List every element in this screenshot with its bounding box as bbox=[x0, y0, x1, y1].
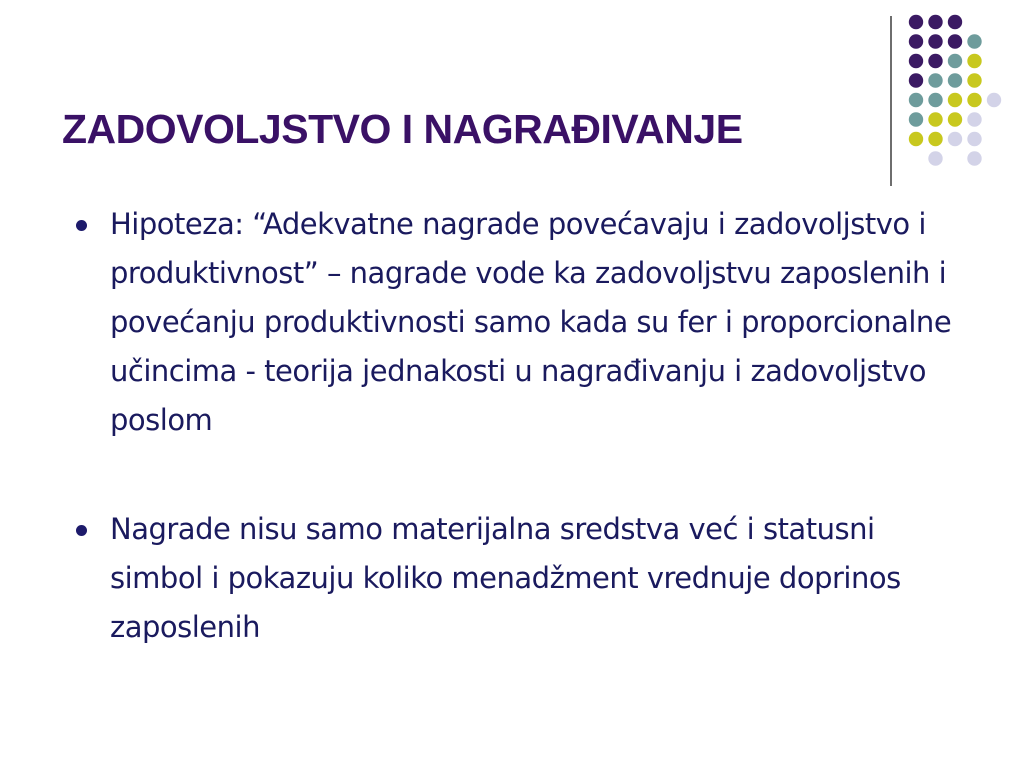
decorative-dot bbox=[948, 34, 962, 48]
decorative-dot bbox=[948, 73, 962, 87]
bullet-item bbox=[72, 505, 972, 652]
decorative-dot bbox=[948, 93, 962, 107]
decorative-dot bbox=[948, 54, 962, 68]
bullet-text: Hipoteza: “Adekvatne nagrade povećavaju i zadovoljstvo i produktivnost” – nagrade vode ka zadovoljstvu zaposlenih i povećanju produktivnosti samo kada su fer i proporcionalne učincima - teorija jednakosti u nagrađivanju i zadovoljstvo poslom bbox=[110, 207, 952, 437]
decorative-dot bbox=[928, 132, 942, 146]
vertical-divider bbox=[890, 16, 892, 186]
decorative-dot bbox=[909, 112, 923, 126]
decorative-dot-grid bbox=[0, 0, 1024, 200]
decorative-dot bbox=[967, 54, 981, 68]
bullet-dot-icon bbox=[76, 220, 87, 231]
decorative-dot bbox=[928, 112, 942, 126]
decorative-dot bbox=[928, 73, 942, 87]
decorative-dot bbox=[909, 34, 923, 48]
decorative-dot bbox=[909, 132, 923, 146]
decorative-dot bbox=[967, 73, 981, 87]
decorative-dot bbox=[909, 73, 923, 87]
decorative-dot bbox=[928, 54, 942, 68]
decorative-dot bbox=[967, 151, 981, 165]
decorative-dot bbox=[909, 15, 923, 29]
bullet-dot-icon bbox=[76, 525, 87, 536]
decorative-dot bbox=[987, 93, 1001, 107]
decorative-dot bbox=[928, 151, 942, 165]
decorative-dot bbox=[909, 93, 923, 107]
decorative-dot bbox=[948, 112, 962, 126]
decorative-dot bbox=[948, 15, 962, 29]
decorative-dot bbox=[967, 112, 981, 126]
bullet-list bbox=[72, 200, 972, 652]
slide-title: ZADOVOLJSTVO I NAGRAĐIVANJE bbox=[62, 106, 743, 152]
decorative-dot bbox=[948, 132, 962, 146]
bullet-item bbox=[72, 200, 972, 445]
decorative-dot bbox=[909, 54, 923, 68]
decorative-dot bbox=[967, 34, 981, 48]
decorative-dot bbox=[928, 15, 942, 29]
decorative-dot bbox=[928, 93, 942, 107]
decorative-dot bbox=[967, 93, 981, 107]
decorative-dot bbox=[967, 132, 981, 146]
decorative-dot bbox=[928, 34, 942, 48]
bullet-text: Nagrade nisu samo materijalna sredstva već i statusni simbol i pokazuju koliko menadžment vrednuje doprinos zaposlenih bbox=[110, 512, 901, 644]
